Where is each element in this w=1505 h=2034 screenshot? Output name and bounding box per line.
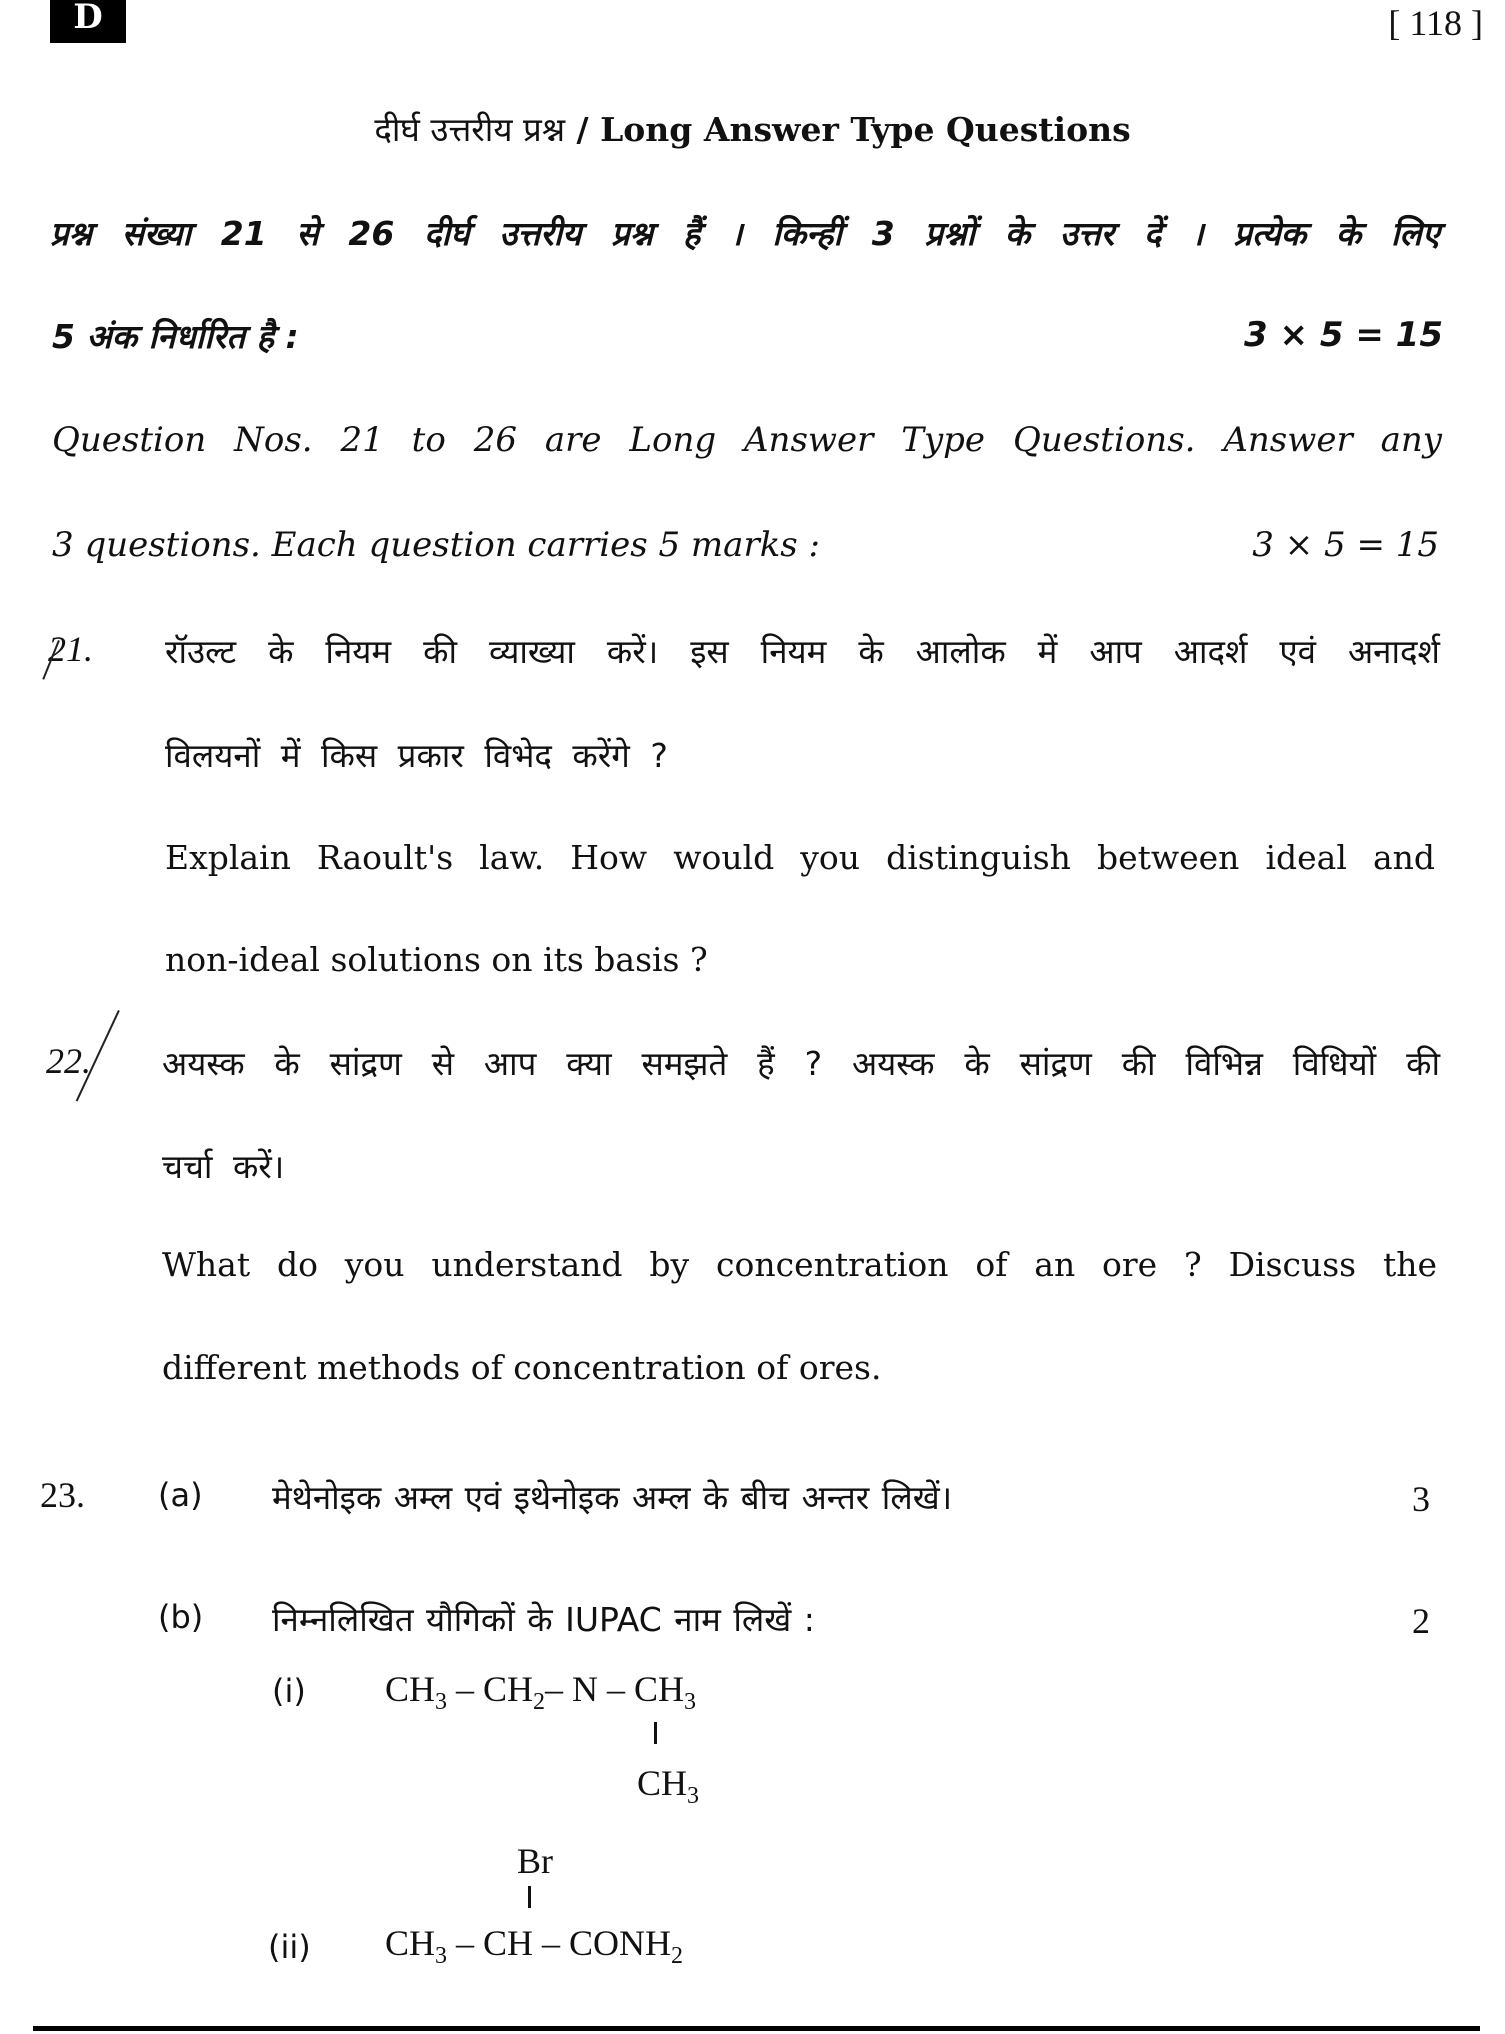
compound-label-i: (i) [272,1672,306,1710]
bond-vertical [528,1886,531,1908]
compound-ii-branch: Br [517,1841,553,1881]
instructions-english-line1: Question Nos. 21 to 26 are Long Answer Type Questions. Answer any [52,420,1442,460]
part-b-marks: 2 [1412,1601,1430,1641]
question-text-english-line1: Explain Raoult's law. How would you distinguish between ideal and [165,838,1435,877]
question-text-english-line2: different methods of concentration of ores. [162,1348,882,1387]
part-label-a: (a) [158,1476,203,1514]
bond-vertical [654,1722,657,1744]
question-number: 22. [46,1041,91,1081]
question-text-english-line1: What do you understand by concentration of an ore ? Discuss the [162,1245,1437,1284]
part-a-marks: 3 [1412,1479,1430,1519]
question-text-hindi-line1: अयस्क के सांद्रण से आप क्या समझते हैं ? अयस्क के सांद्रण की विभिन्न विधियों की [162,1044,1440,1083]
part-a-text: मेथेनोइक अम्ल एवं इथेनोइक अम्ल के बीच अन्तर लिखें। [272,1478,953,1517]
section-title-hindi: दीर्घ उत्तरीय प्रश्न [374,110,566,149]
question-number: 21. [48,629,93,669]
page-number: [ 118 ] [1388,3,1483,43]
page-bottom-rule [33,2026,1480,2031]
section-title-english: Long Answer Type Questions [600,110,1131,149]
instructions-english-marks: 3 × 5 = 15 [1252,525,1439,565]
question-text-hindi-line2: चर्चा करें। [162,1147,285,1186]
compound-label-ii: (ii) [268,1928,311,1966]
part-label-b: (b) [158,1598,204,1636]
question-text-hindi-line2: विलयनों में किस प्रकार विभेद करेंगे ? [165,736,668,775]
question-set-badge: D [50,0,126,43]
section-title [0,106,1505,151]
instructions-hindi-line2: 5 अंक निर्धारित है : [52,317,299,356]
compound-i-branch: $CH_3$ [637,1763,700,1809]
question-text-hindi-line1: रॉउल्ट के नियम की व्याख्या करें। इस नियम के आलोक में आप आदर्श एवं अनादर्श [165,632,1440,671]
compound-i-main-chain: $CH_3 - CH_2-$ N – $CH_3$ [385,1669,697,1715]
question-text-english-line2: non-ideal solutions on its basis ? [165,940,708,979]
question-number: 23. [40,1475,85,1515]
instructions-english-line2: 3 questions. Each question carries 5 marks : [52,525,821,565]
instructions-hindi-marks: 3 × 5 = 15 [1244,315,1443,355]
part-b-text: निम्नलिखित यौगिकों के IUPAC नाम लिखें : [272,1600,815,1639]
section-title-separator: / [565,110,601,149]
compound-ii-main-chain: $CH_3$ – CH – $CONH_2$ [385,1923,684,1969]
instructions-hindi-line1: प्रश्न संख्या 21 से 26 दीर्घ उत्तरीय प्रश्न हैं । किन्हीं 3 प्रश्नों के उत्तर दें । प्रत्येक के लिए [50,214,1440,253]
